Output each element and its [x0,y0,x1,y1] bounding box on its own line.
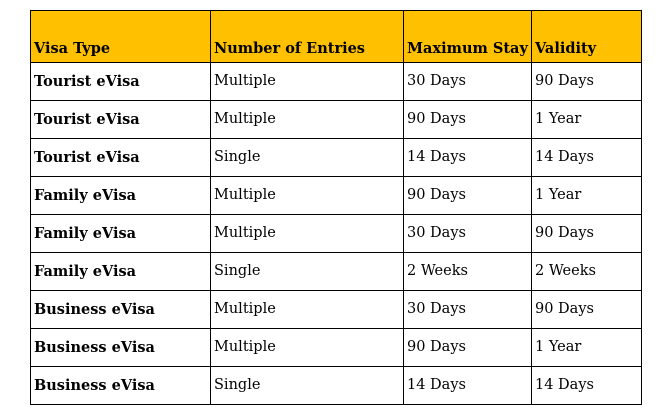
visa-type-cell: Tourist eVisa [31,63,211,101]
visa-type-cell: Business eVisa [31,291,211,329]
entries-cell: Multiple [211,215,404,253]
maximum-stay-cell: 90 Days [404,101,532,139]
header-number-of-entries: Number of Entries [211,11,404,63]
table-body [31,63,642,405]
visa-type-cell: Family eVisa [31,177,211,215]
table-header [31,11,642,63]
validity-cell: 90 Days [532,63,642,101]
entries-cell: Single [211,367,404,405]
maximum-stay-cell: 90 Days [404,329,532,367]
header-maximum-stay: Maximum Stay [404,11,532,63]
table-row [31,101,642,139]
validity-cell: 2 Weeks [532,253,642,291]
header-visa-type: Visa Type [31,11,211,63]
header-row [31,11,642,63]
maximum-stay-cell: 30 Days [404,215,532,253]
entries-cell: Multiple [211,329,404,367]
table-row [31,177,642,215]
maximum-stay-cell: 2 Weeks [404,253,532,291]
entries-cell: Multiple [211,101,404,139]
validity-cell: 14 Days [532,367,642,405]
entries-cell: Single [211,253,404,291]
table-row [31,215,642,253]
entries-cell: Multiple [211,177,404,215]
header-validity: Validity [532,11,642,63]
table-row [31,63,642,101]
entries-cell: Multiple [211,291,404,329]
maximum-stay-cell: 30 Days [404,63,532,101]
table-row [31,367,642,405]
maximum-stay-cell: 14 Days [404,367,532,405]
table-row [31,291,642,329]
visa-type-cell: Tourist eVisa [31,101,211,139]
validity-cell: 14 Days [532,139,642,177]
validity-cell: 1 Year [532,101,642,139]
visa-type-cell: Tourist eVisa [31,139,211,177]
entries-cell: Single [211,139,404,177]
maximum-stay-cell: 30 Days [404,291,532,329]
visa-type-cell: Business eVisa [31,329,211,367]
validity-cell: 1 Year [532,329,642,367]
visa-table [30,10,642,405]
maximum-stay-cell: 14 Days [404,139,532,177]
table-row [31,329,642,367]
visa-type-cell: Business eVisa [31,367,211,405]
validity-cell: 90 Days [532,215,642,253]
maximum-stay-cell: 90 Days [404,177,532,215]
validity-cell: 90 Days [532,291,642,329]
visa-type-cell: Family eVisa [31,215,211,253]
table-row [31,253,642,291]
entries-cell: Multiple [211,63,404,101]
validity-cell: 1 Year [532,177,642,215]
table-row [31,139,642,177]
visa-type-cell: Family eVisa [31,253,211,291]
